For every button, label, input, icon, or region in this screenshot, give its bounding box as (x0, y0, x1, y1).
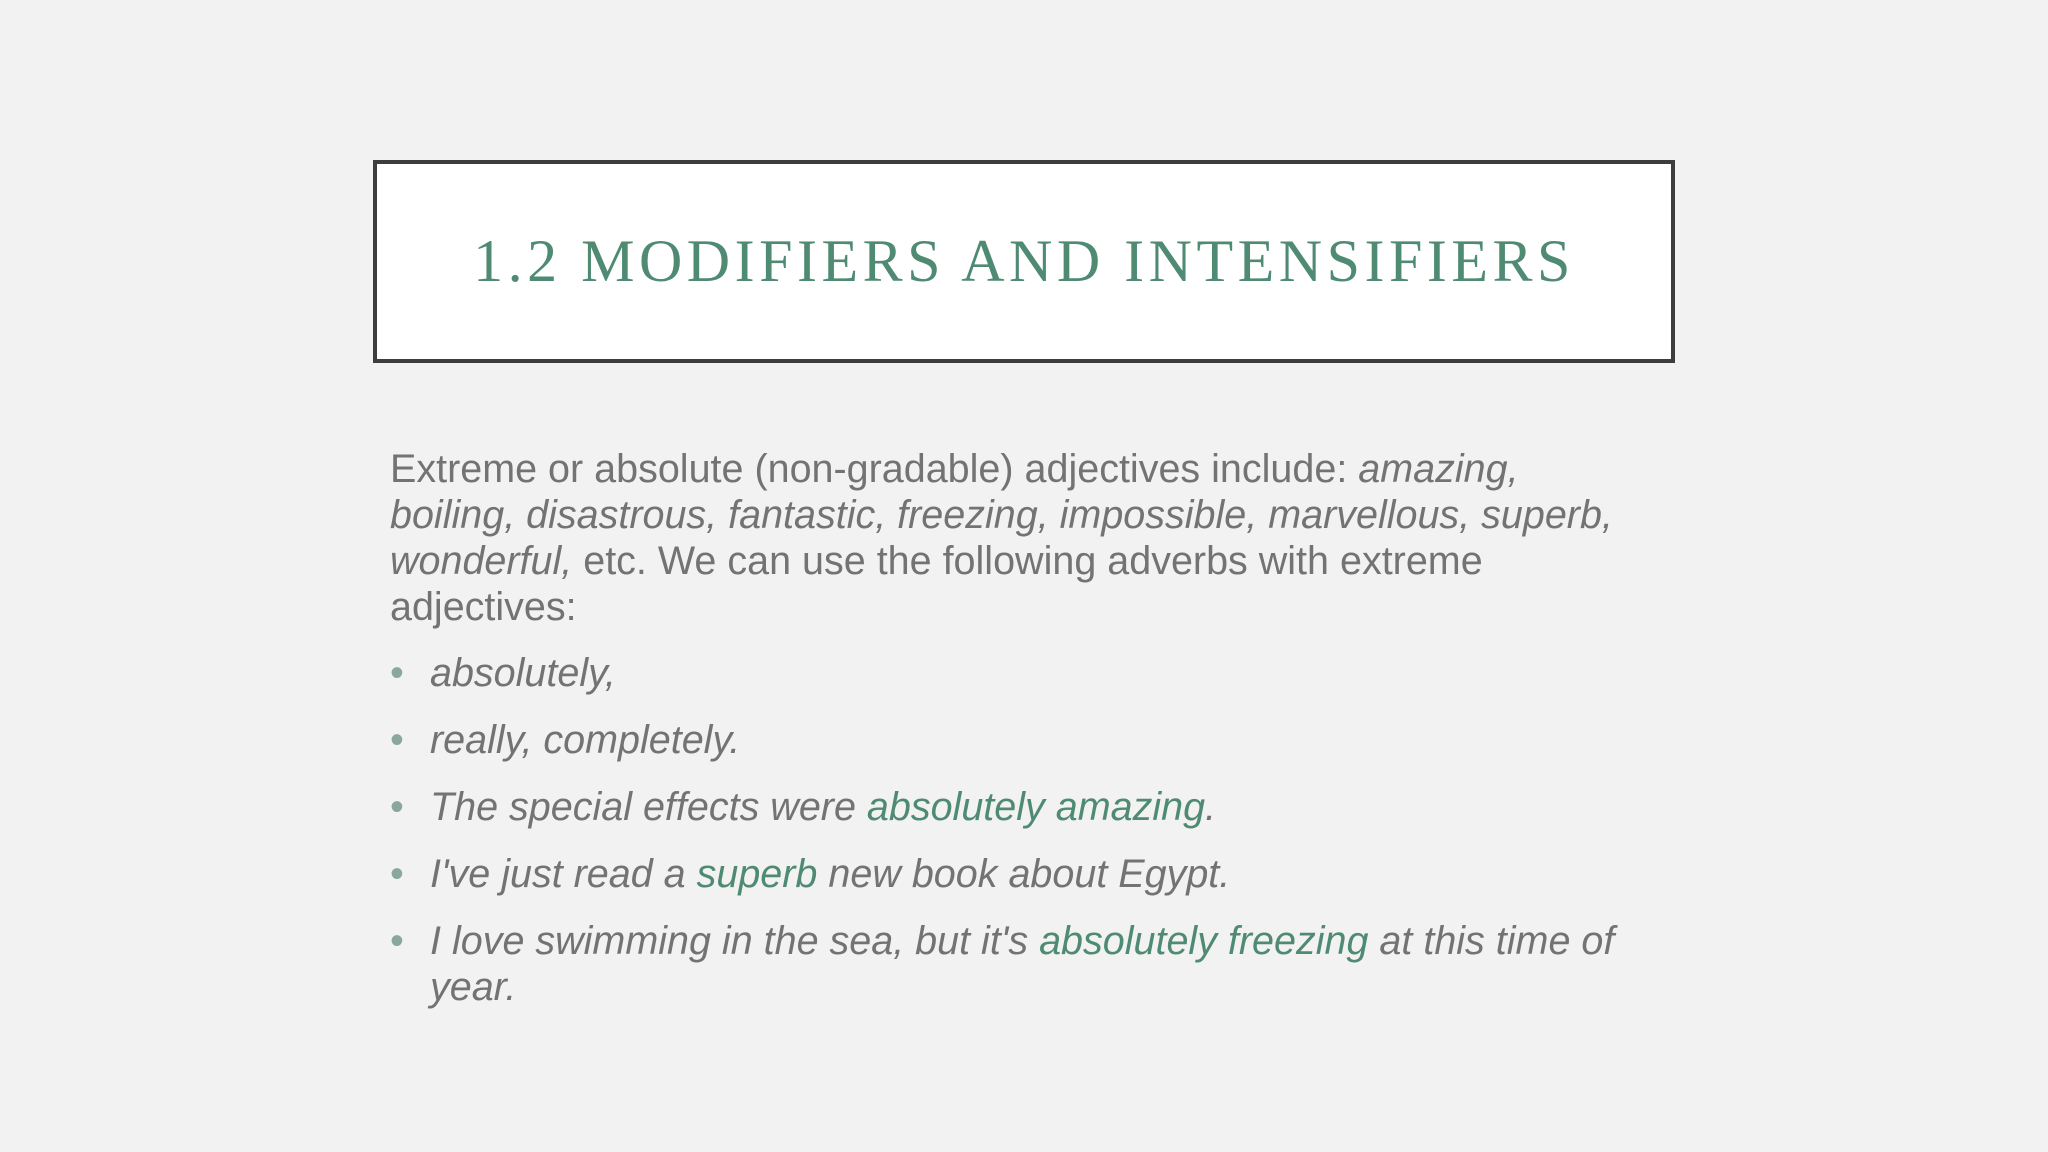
intro-examples: amazing, boiling, disastrous, fantastic, freezing, impossible, marvellous, superb, wonderful, (390, 447, 1613, 583)
bullet-text-before: I've just read a (430, 852, 697, 896)
bullet-text-after: at this time of year. (430, 919, 1615, 1009)
intro-paragraph (390, 446, 1640, 630)
bullet-item (390, 851, 1640, 897)
bullet-text-before: I love swimming in the sea, but it's (430, 919, 1040, 963)
bullet-text: absolutely, (430, 651, 616, 695)
bullet-highlight: absolutely amazing (866, 785, 1206, 829)
slide-body (390, 446, 1640, 1031)
bullet-text-before: The special effects were (430, 785, 867, 829)
bullet-dot-icon: • (390, 718, 404, 762)
bullet-item (390, 918, 1640, 1010)
bullet-dot-icon: • (390, 852, 404, 896)
title-box (373, 160, 1675, 363)
bullet-highlight: superb (696, 852, 818, 896)
bullet-dot-icon: • (390, 919, 404, 963)
bullet-highlight: absolutely freezing (1039, 919, 1369, 963)
bullet-dot-icon: • (390, 785, 404, 829)
bullet-dot-icon: • (390, 651, 404, 695)
bullet-item (390, 717, 1640, 763)
bullet-text-after: new book about Egypt. (817, 852, 1231, 896)
bullet-list (390, 650, 1640, 1010)
intro-lead: Extreme or absolute (non-gradable) adjectives include: (390, 447, 1359, 491)
bullet-text: really, completely. (430, 718, 741, 762)
bullet-text-after: . (1205, 785, 1217, 829)
bullet-item (390, 650, 1640, 696)
bullet-item (390, 784, 1640, 830)
intro-rest: etc. We can use the following adverbs with extreme adjectives: (390, 539, 1483, 629)
slide-title: 1.2 MODIFIERS AND INTENSIFIERS (473, 228, 1575, 294)
